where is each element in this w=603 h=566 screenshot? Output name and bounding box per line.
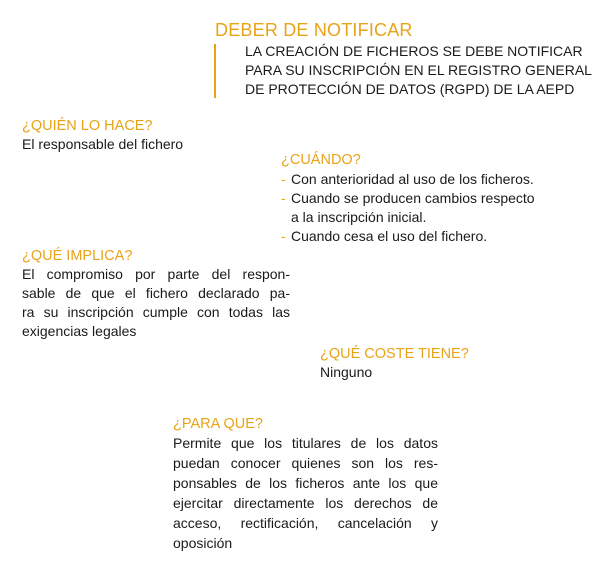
list-item bbox=[281, 189, 535, 227]
text-line: ponsables de los ficheros ante los que bbox=[173, 475, 438, 491]
implica-heading: ¿QUÉ IMPLICA? bbox=[22, 248, 133, 264]
text-line: ejercitar directamente los derechos de bbox=[173, 495, 438, 511]
page-title: DEBER DE NOTIFICAR bbox=[215, 20, 413, 40]
implica-text bbox=[22, 265, 290, 341]
coste-text: Ninguno bbox=[320, 364, 373, 380]
title-divider bbox=[214, 44, 216, 98]
intro-text bbox=[245, 42, 595, 99]
text-line: puedan conocer quienes son los res- bbox=[173, 455, 438, 471]
section-quien bbox=[22, 117, 183, 154]
text-line: oposición bbox=[173, 535, 233, 551]
intro-line: DE PROTECCIÓN DE DATOS (RGPD) DE LA AEPD bbox=[245, 81, 575, 97]
section-implica bbox=[22, 247, 290, 341]
para-que-heading: ¿PARA QUE? bbox=[173, 416, 263, 432]
text-line: sable de que el fichero declarado pa- bbox=[22, 285, 290, 301]
text-line: El compromiso por parte del respon- bbox=[22, 266, 290, 282]
text-line: ra su inscripción cumple con todas las bbox=[22, 304, 290, 320]
section-para-que bbox=[173, 415, 438, 553]
intro-line: LA CREACIÓN DE FICHEROS SE DEBE NOTIFICAR bbox=[245, 43, 583, 59]
list-item-line: Cuando se producen cambios respecto bbox=[291, 190, 535, 206]
list-item: - Con anterioridad al uso de los ficheros. bbox=[281, 170, 535, 189]
text-line: acceso, rectificación, cancelación y bbox=[173, 515, 438, 531]
list-item-line: a la inscripción inicial. bbox=[291, 209, 427, 225]
para-que-text bbox=[173, 433, 438, 553]
list-item: - Cuando cesa el uso del fichero. bbox=[281, 227, 535, 246]
text-line: Permite que los titulares de los datos bbox=[173, 435, 438, 451]
quien-heading: ¿QUIÉN LO HACE? bbox=[22, 118, 153, 134]
cuando-heading: ¿CUÁNDO? bbox=[281, 152, 361, 168]
cuando-list bbox=[281, 170, 535, 246]
coste-heading: ¿QUÉ COSTE TIENE? bbox=[320, 346, 469, 362]
section-cuando bbox=[281, 151, 535, 246]
text-line: exigencias legales bbox=[22, 323, 137, 339]
quien-text: El responsable del fichero bbox=[22, 136, 184, 152]
section-coste bbox=[320, 345, 469, 382]
intro-line: PARA SU INSCRIPCIÓN EN EL REGISTRO GENERAL bbox=[245, 62, 592, 78]
